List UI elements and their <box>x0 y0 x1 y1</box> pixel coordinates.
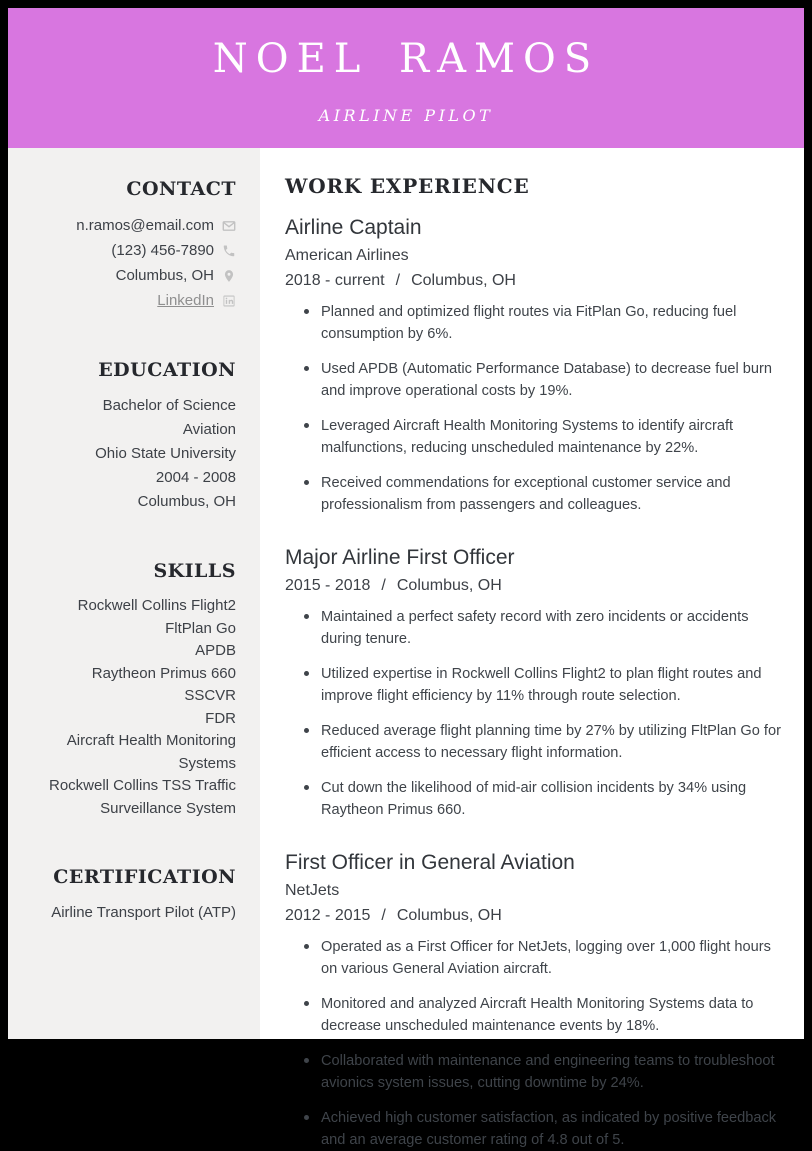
bullet-list <box>285 606 790 821</box>
bullet-item: Received commendations for exceptional customer service and professionalism from passengers and colleagues. <box>321 472 790 516</box>
contact-section <box>20 178 236 313</box>
date-location-separator: / <box>381 907 386 924</box>
bullet-item: Monitored and analyzed Aircraft Health Monitoring Systems data to decrease unscheduled maintenance events by 18%. <box>321 993 790 1037</box>
linkedin-link[interactable]: LinkedIn <box>157 292 214 309</box>
education-section <box>20 359 236 514</box>
job-title: Major Airline First Officer <box>285 546 515 569</box>
bullet-item: Utilized expertise in Rockwell Collins Flight2 to plan flight routes and improve flight efficiency by 11% through route selection. <box>321 663 790 707</box>
skills-heading: SKILLS <box>153 560 236 582</box>
bullet-item: Leveraged Aircraft Health Monitoring Systems to identify aircraft malfunctions, reducing unscheduled maintenance by 22%. <box>321 415 790 459</box>
bullet-item: Operated as a First Officer for NetJets, logging over 1,000 flight hours on various General Aviation aircraft. <box>321 936 790 980</box>
education-line: Bachelor of Science <box>102 397 236 414</box>
contact-email-row <box>20 213 236 238</box>
job-meta <box>285 577 790 595</box>
job-dates: 2018 - current <box>285 272 385 289</box>
job-company: American Airlines <box>285 247 409 264</box>
contact-linkedin-row <box>20 288 236 313</box>
job-meta <box>285 272 790 290</box>
envelope-icon <box>222 219 236 233</box>
skill-item: Aircraft Health Monitoring Systems <box>66 732 236 772</box>
skill-item: Rockwell Collins TSS Traffic Surveillance System <box>48 777 236 817</box>
contact-heading: CONTACT <box>126 178 236 200</box>
bullet-item: Used APDB (Automatic Performance Database) to decrease fuel burn and improve operational costs by 19%. <box>321 358 790 402</box>
education-line: Columbus, OH <box>137 493 236 510</box>
job-entry <box>285 216 790 516</box>
skill-item: FltPlan Go <box>165 619 236 637</box>
bullet-item: Maintained a perfect safety record with zero incidents or accidents during tenure. <box>321 606 790 650</box>
skills-section <box>20 560 236 820</box>
location-pin-icon <box>222 269 236 283</box>
resume-page <box>8 8 804 1148</box>
certification-section <box>20 866 236 925</box>
bullet-item: Planned and optimized flight routes via FitPlan Go, reducing fuel consumption by 6%. <box>321 301 790 345</box>
job-location: Columbus, OH <box>396 577 502 594</box>
skill-item: Rockwell Collins Flight2 <box>77 597 236 614</box>
bullet-list <box>285 936 790 1151</box>
contact-email: n.ramos@email.com <box>76 217 214 234</box>
skill-item: SSCVR <box>184 687 236 704</box>
contact-location: Columbus, OH <box>115 267 214 284</box>
job-meta <box>285 907 790 925</box>
job-location: Columbus, OH <box>396 907 502 924</box>
bullet-item: Cut down the likelihood of mid-air collision incidents by 34% using Raytheon Primus 660. <box>321 777 790 821</box>
job-entry <box>285 851 790 1151</box>
linkedin-icon <box>222 294 236 308</box>
resume-header <box>8 8 804 148</box>
skill-item: APDB <box>195 642 236 659</box>
contact-location-row <box>20 263 236 288</box>
contact-phone-row <box>20 238 236 263</box>
job-title: First Officer in General Aviation <box>285 851 575 874</box>
bullet-item: Reduced average flight planning time by 27% by utilizing FltPlan Go for efficient access to necessary flight information. <box>321 720 790 764</box>
bullet-item: Achieved high customer satisfaction, as indicated by positive feedback and an average customer rating of 4.8 out of 5. <box>321 1107 790 1151</box>
job-title: Airline Captain <box>285 216 422 239</box>
date-location-separator: / <box>395 272 401 289</box>
education-line: 2004 - 2008 <box>155 469 236 486</box>
main-column <box>260 148 804 1148</box>
sidebar <box>8 148 260 1039</box>
job-dates: 2012 - 2015 <box>285 907 371 924</box>
education-line: Ohio State University <box>95 445 236 462</box>
job-location: Columbus, OH <box>411 272 516 289</box>
content-columns <box>8 148 804 1148</box>
contact-phone: (123) 456-7890 <box>111 242 214 259</box>
skill-item: Raytheon Primus 660 <box>91 664 236 682</box>
bullet-item: Collaborated with maintenance and engineering teams to troubleshoot avionics system issues, cutting downtime by 24%. <box>321 1050 790 1094</box>
job-entry <box>285 546 790 821</box>
education-heading: EDUCATION <box>98 359 236 381</box>
education-line: Aviation <box>182 421 236 438</box>
bullet-list <box>285 301 790 516</box>
certification-item: Airline Transport Pilot (ATP) <box>51 904 236 921</box>
phone-icon <box>222 244 236 258</box>
job-dates: 2015 - 2018 <box>285 577 371 594</box>
certification-heading: CERTIFICATION <box>53 866 236 888</box>
candidate-title: AIRLINE PILOT <box>318 105 494 125</box>
work-experience-heading: WORK EXPERIENCE <box>285 174 530 198</box>
date-location-separator: / <box>381 577 386 594</box>
job-company: NetJets <box>285 882 340 899</box>
skill-item: FDR <box>205 709 236 727</box>
candidate-name: NOEL RAMOS <box>212 35 600 82</box>
